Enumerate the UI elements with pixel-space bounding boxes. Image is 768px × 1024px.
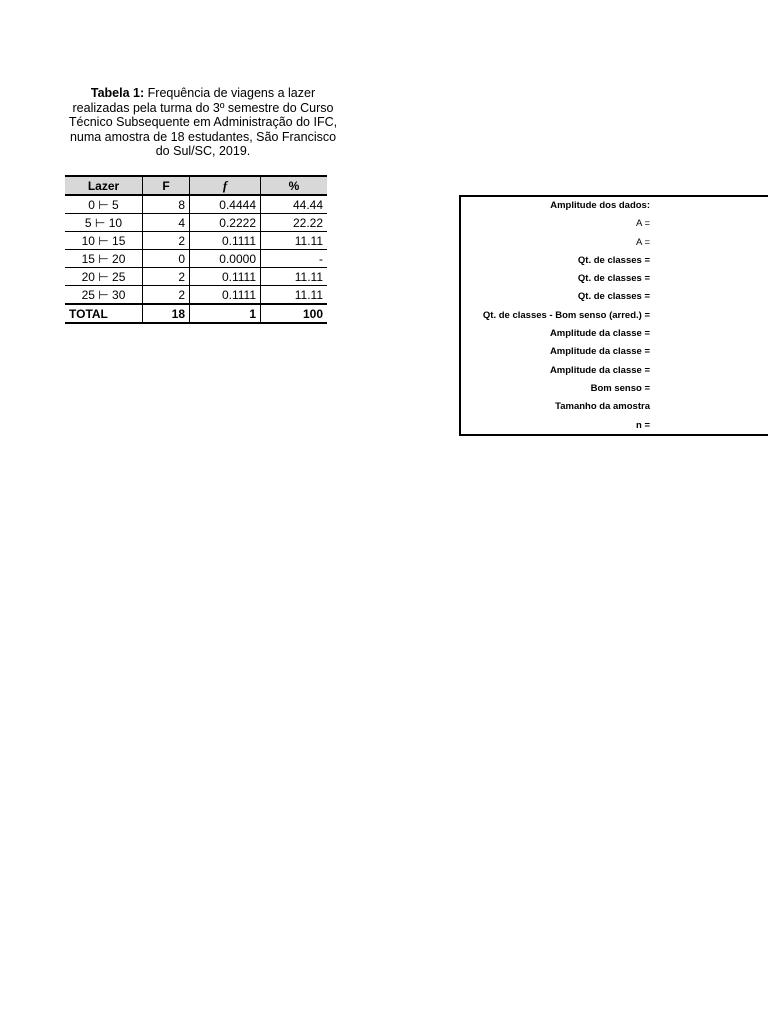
table-header-row <box>65 176 327 195</box>
relative-frequency: 0.0000 <box>190 250 261 268</box>
percent: - <box>261 250 328 268</box>
calc-row-sample-size: Tamanho da amostra <box>555 401 650 413</box>
table-row <box>65 268 327 286</box>
class-interval: 20 ⊢ 25 <box>65 268 143 286</box>
relative-frequency: 0.1111 <box>190 232 261 250</box>
calc-row-class-count: Qt. de classes = <box>577 273 650 285</box>
caption-label: Tabela 1: <box>90 86 145 100</box>
relative-frequency: 0.1111 <box>190 286 261 305</box>
calculation-panel <box>459 195 768 436</box>
total-relative-frequency: 1 <box>190 304 261 323</box>
calc-row-a: A = <box>636 218 650 230</box>
class-interval: 0 ⊢ 5 <box>65 195 143 214</box>
calc-row-class-count: Qt. de classes = <box>577 291 650 303</box>
table-row <box>65 195 327 214</box>
table-total-row <box>65 304 327 323</box>
calc-row-class-count-rounded: Qt. de classes - Bom senso (arred.) = <box>482 309 650 321</box>
percent: 11.11 <box>261 268 328 286</box>
total-percent: 100 <box>261 304 328 323</box>
calc-row-class-amplitude: Amplitude da classe = <box>549 328 650 340</box>
absolute-frequency: 2 <box>143 286 190 305</box>
calc-row-a: A = <box>636 236 650 248</box>
calc-row-class-count: Qt. de classes = <box>577 254 650 266</box>
class-interval: 5 ⊢ 10 <box>65 214 143 232</box>
total-absolute-frequency: 18 <box>143 304 190 323</box>
table-row <box>65 214 327 232</box>
header-lazer: Lazer <box>65 176 143 195</box>
percent: 11.11 <box>261 286 328 305</box>
calc-row-data-amplitude: Amplitude dos dados: <box>550 200 650 211</box>
header-absolute-frequency: F <box>143 176 190 195</box>
absolute-frequency: 0 <box>143 250 190 268</box>
class-interval: 15 ⊢ 20 <box>65 250 143 268</box>
calc-row-n: n = <box>636 419 650 431</box>
relative-frequency: 0.4444 <box>190 195 261 214</box>
header-relative-frequency: f <box>190 176 261 195</box>
calc-row-class-amplitude: Amplitude da classe = <box>549 364 650 376</box>
table-row <box>65 232 327 250</box>
absolute-frequency: 8 <box>143 195 190 214</box>
percent: 11.11 <box>261 232 328 250</box>
class-interval: 25 ⊢ 30 <box>65 286 143 305</box>
header-percent: % <box>261 176 328 195</box>
table-row <box>65 250 327 268</box>
table-caption <box>62 86 344 159</box>
percent: 44.44 <box>261 195 328 214</box>
relative-frequency: 0.1111 <box>190 268 261 286</box>
absolute-frequency: 2 <box>143 232 190 250</box>
class-interval: 10 ⊢ 15 <box>65 232 143 250</box>
relative-frequency: 0.2222 <box>190 214 261 232</box>
total-label: TOTAL <box>65 304 143 323</box>
absolute-frequency: 2 <box>143 268 190 286</box>
frequency-table <box>65 175 327 324</box>
caption-text: Frequência de viagens a lazer realizadas pela turma do 3º semestre do Curso Técnico Subsequente em Administração do IFC, numa amostra de 18 estudantes, São Francisco do Sul/SC, 2019. <box>68 86 338 158</box>
calc-row-class-amplitude: Amplitude da classe = <box>549 346 650 358</box>
calc-row-common-sense: Bom senso = <box>590 382 650 394</box>
percent: 22.22 <box>261 214 328 232</box>
table-row <box>65 286 327 305</box>
absolute-frequency: 4 <box>143 214 190 232</box>
